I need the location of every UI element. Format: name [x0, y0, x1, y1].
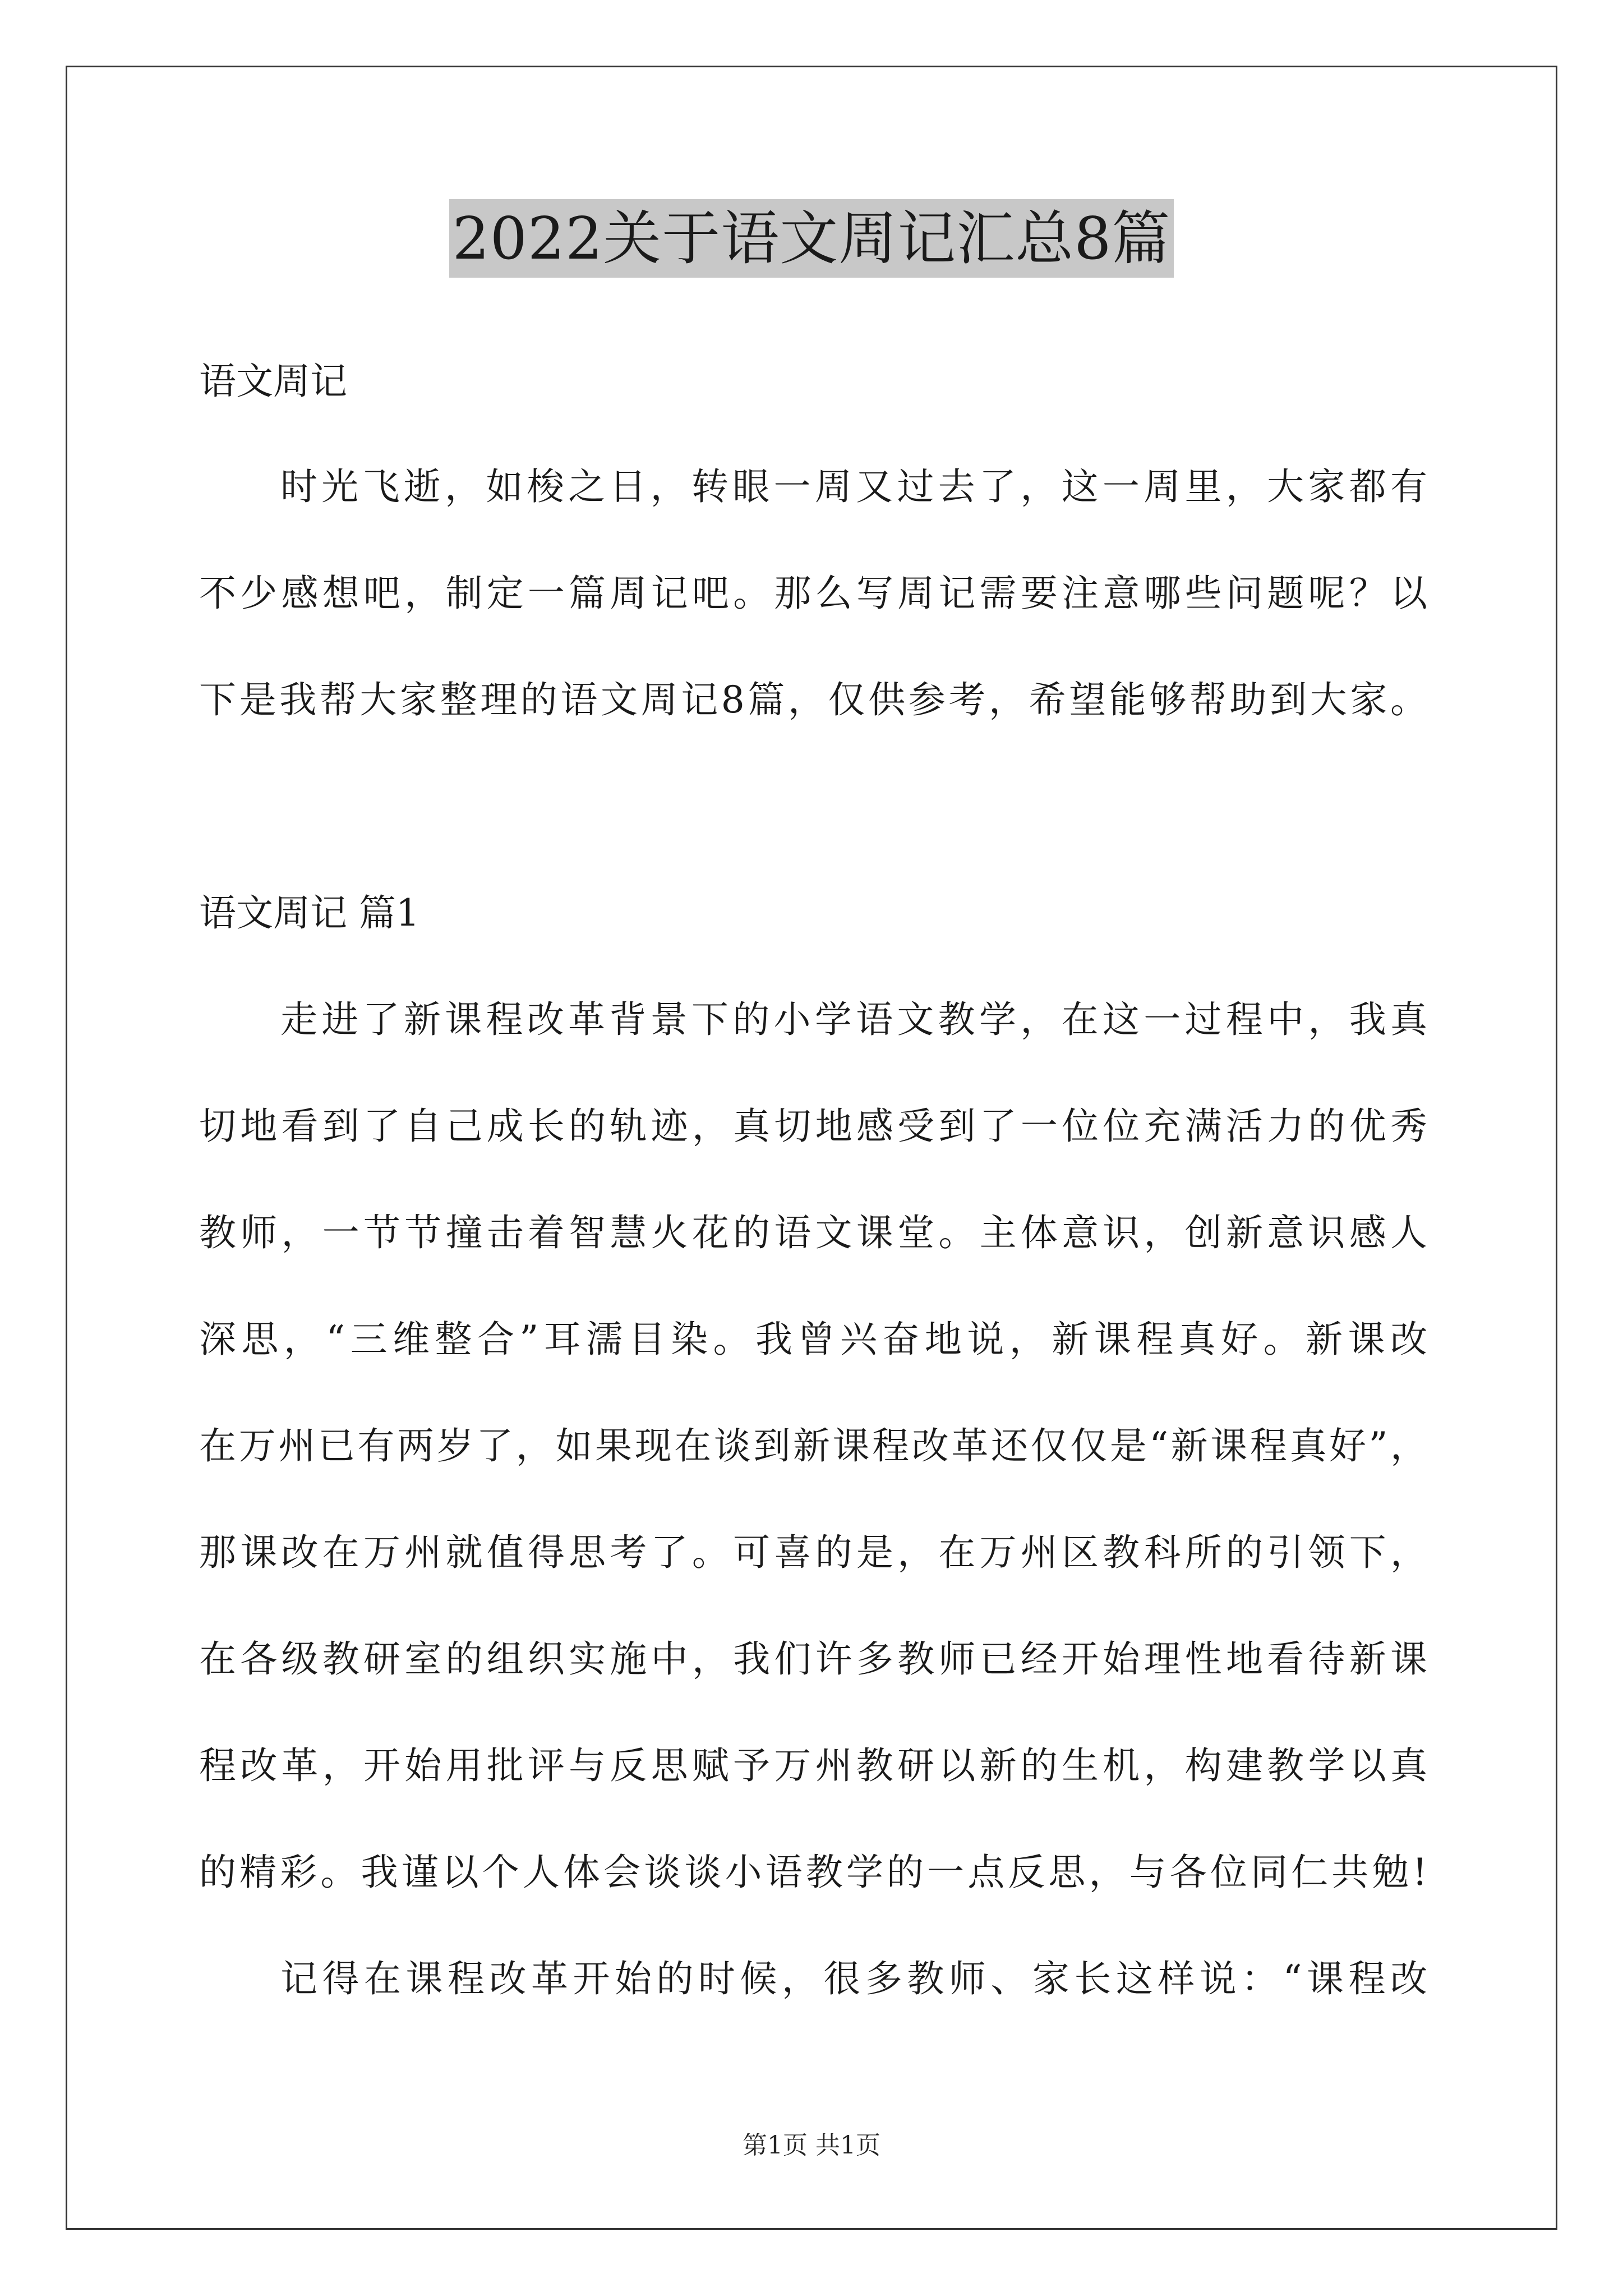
paragraph-line: 程改革，开始用批评与反思赋予万州教研以新的生机，构建教学以真 [199, 1744, 1427, 1787]
paragraph-line: 深思，“三维整合”耳濡目染。我曾兴奋地说，新课程真好。新课改 [199, 1318, 1427, 1361]
section-heading: 语文周记 篇1 [199, 891, 419, 935]
paragraph-line: 下是我帮大家整理的语文周记8篇，仅供参考，希望能够帮助到大家。 [199, 678, 1427, 721]
page-footer: 第1页 共1页 [743, 2131, 880, 2160]
paragraph-line: 时光飞逝，如梭之日，转眼一周又过去了，这一周里，大家都有 [280, 465, 1427, 508]
paragraph-line: 那课改在万州就值得思考了。可喜的是，在万州区教科所的引领下， [199, 1531, 1427, 1574]
title-container [0, 199, 1623, 278]
paragraph-line: 记得在课程改革开始的时候，很多教师、家长这样说：“课程改 [280, 1957, 1427, 2000]
paragraph-line: 在万州已有两岁了，如果现在谈到新课程改革还仅仅是“新课程真好”， [199, 1424, 1427, 1467]
paragraph-line: 不少感想吧，制定一篇周记吧。那么写周记需要注意哪些问题呢？以 [199, 572, 1427, 615]
paragraph-line: 教师，一节节撞击着智慧火花的语文课堂。主体意识，创新意识感人 [199, 1211, 1427, 1254]
document-title: 2022关于语文周记汇总8篇 [449, 199, 1174, 278]
paragraph-line: 切地看到了自己成长的轨迹，真切地感受到了一位位充满活力的优秀 [199, 1105, 1427, 1148]
paragraph-line: 的精彩。我谨以个人体会谈谈小语教学的一点反思，与各位同仁共勉! [199, 1851, 1427, 1894]
paragraph-line: 走进了新课程改革背景下的小学语文教学，在这一过程中，我真 [280, 998, 1427, 1041]
intro-heading: 语文周记 [199, 360, 347, 403]
paragraph-line: 在各级教研室的组织实施中，我们许多教师已经开始理性地看待新课 [199, 1637, 1427, 1681]
